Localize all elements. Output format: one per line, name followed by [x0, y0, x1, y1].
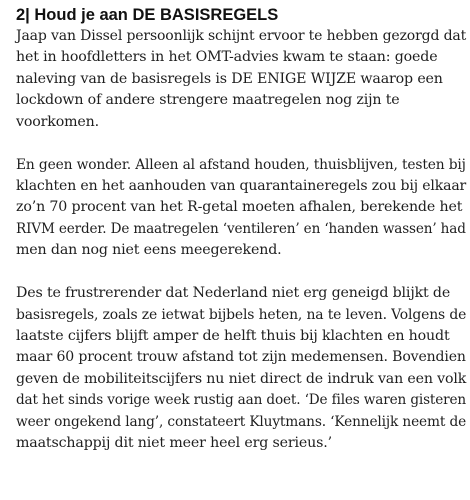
paragraph-line: naleving van de basisregels is DE ENIGE WIJZE waarop een [16, 70, 443, 87]
paragraph-line: weer ongekend lang’, constateert Kluytmans. ‘Kennelijk neemt de [16, 413, 467, 430]
paragraph-line: geven de mobiliteitscijfers nu niet direct de indruk van een volk [16, 370, 467, 387]
paragraph-line: voorkomen. [16, 113, 100, 130]
paragraph-line: Jaap van Dissel persoonlijk schijnt ervoor te hebben gezorgd dat [16, 28, 467, 44]
paragraph-line: dat het sinds vorige week rustig aan doet. ‘De files waren gisteren [16, 392, 467, 409]
paragraph-1 [16, 26, 467, 133]
paragraph-line: maar 60 procent trouw afstand tot zijn medemensen. Bovendien [16, 349, 466, 366]
paragraph-line: zo’n 70 procent van het R-getal moeten afhalen, berekende het [16, 199, 463, 216]
paragraph-line: lockdown of andere strengere maatregelen nog zijn te [16, 92, 400, 109]
article [16, 4, 467, 455]
paragraph-3 [16, 283, 467, 454]
paragraph-2 [16, 155, 467, 262]
paragraph-line: RIVM eerder. De maatregelen ‘ventileren’ en ‘handen wassen’ had [16, 220, 466, 237]
paragraph-line: klachten en het aanhouden van quarantaineregels zou bij elkaar [16, 178, 467, 195]
section-heading: 2| Houd je aan DE BASISREGELS [16, 6, 279, 24]
paragraph-line: Des te frustrerender dat Nederland niet erg geneigd blijkt de [16, 285, 451, 302]
paragraph-line: En geen wonder. Alleen al afstand houden, thuisblijven, testen bij [16, 156, 466, 173]
paragraph-line: laatste cijfers blijft amper de helft thuis bij klachten en houdt [16, 328, 450, 345]
paragraph-line: maatschappij dit niet meer heel erg serieus.’ [16, 435, 332, 452]
paragraph-line: basisregels, zoals ze ietwat bijbels heten, na te leven. Volgens de [16, 306, 467, 323]
paragraph-line: het in hoofdletters in het OMT-advies kwam te staan: goede [16, 49, 438, 66]
paragraph-line: men dan nog niet eens meegerekend. [16, 242, 282, 259]
